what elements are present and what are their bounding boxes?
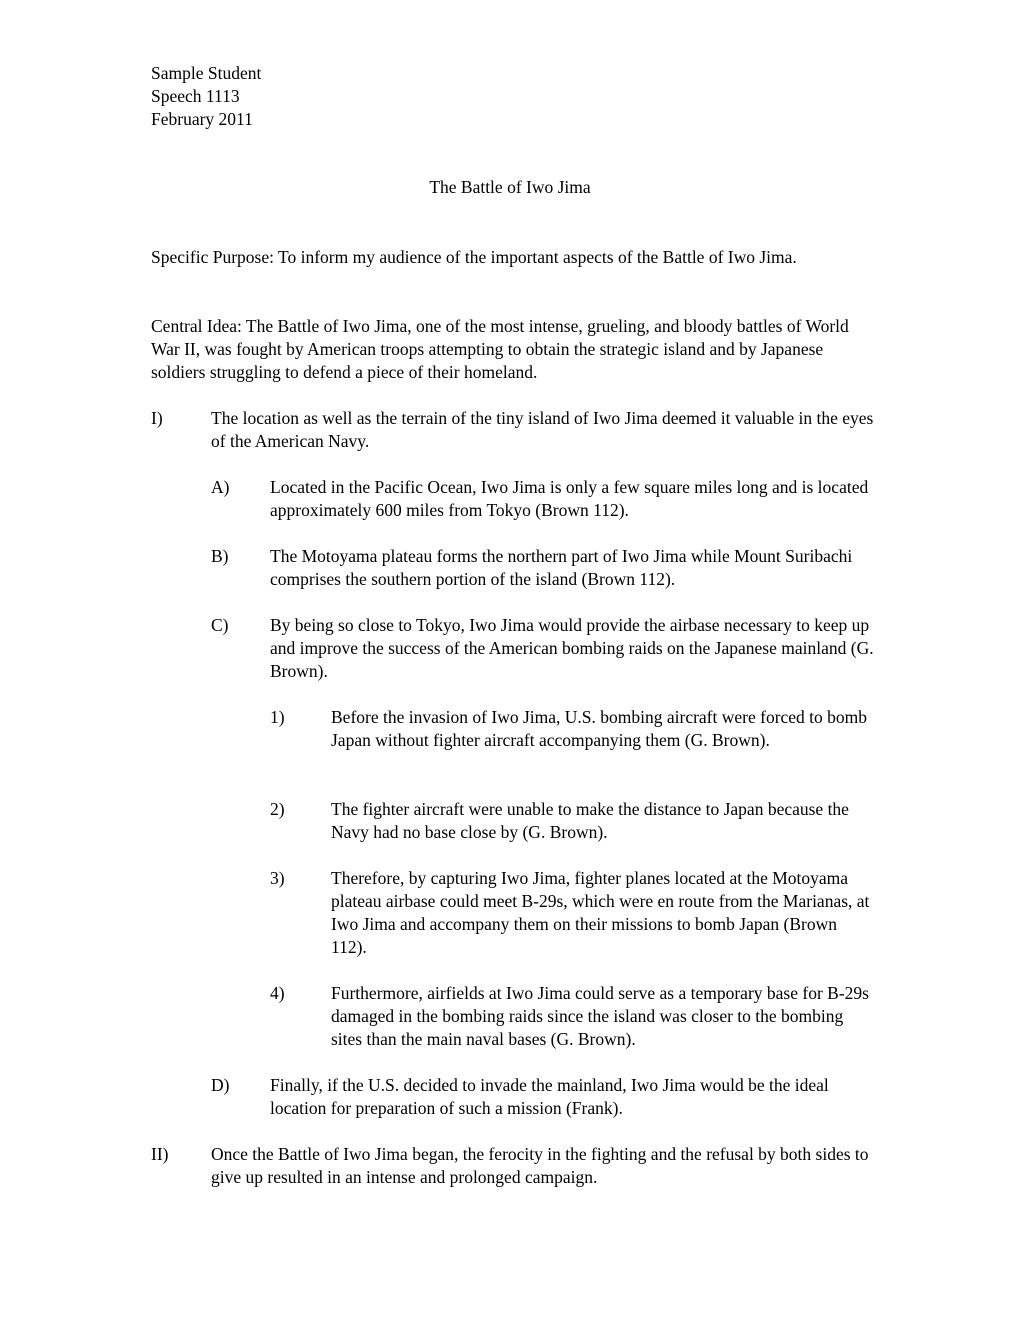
- outline-text: Before the invasion of Iwo Jima, U.S. bombing aircraft were forced to bomb Japan without fighter aircraft accompanying them (G. Brown).: [331, 707, 868, 750]
- course-name: Speech 1113: [151, 86, 240, 106]
- outline-label: C): [211, 615, 229, 635]
- outline-label: 4): [270, 983, 285, 1003]
- document-date: February 2011: [151, 109, 253, 129]
- outline-text: The location as well as the terrain of the tiny island of Iwo Jima deemed it valuable in the eyes of the American Navy.: [211, 408, 874, 451]
- outline-text: The Motoyama plateau forms the northern part of Iwo Jima while Mount Suribachi comprises the southern portion of the island (Brown 112).: [270, 546, 853, 589]
- specific-purpose: Specific Purpose: To inform my audience of the important aspects of the Battle of Iwo Jima.: [151, 247, 797, 267]
- document-title: The Battle of Iwo Jima: [429, 177, 591, 197]
- outline-text: Furthermore, airfields at Iwo Jima could serve as a temporary base for B-29s damaged in the bombing raids since the island was closer to the bombing sites than the main naval bases (G. Brown).: [331, 983, 869, 1049]
- outline-text: Located in the Pacific Ocean, Iwo Jima is only a few square miles long and is located approximately 600 miles from Tokyo (Brown 112).: [270, 477, 869, 520]
- outline-text: Finally, if the U.S. decided to invade the mainland, Iwo Jima would be the ideal location for preparation of such a mission (Frank).: [270, 1075, 829, 1118]
- outline-label: B): [211, 546, 229, 566]
- outline-label: D): [211, 1075, 230, 1095]
- central-idea: Central Idea: The Battle of Iwo Jima, one of the most intense, grueling, and bloody battles of World War II, was fought by American troops attempting to obtain the strategic island and by Japanese soldiers struggling to defend a piece of their homeland.: [151, 316, 849, 382]
- outline-label: 1): [270, 707, 285, 727]
- outline-text: The fighter aircraft were unable to make the distance to Japan because the Navy had no base close by (G. Brown).: [331, 799, 849, 842]
- outline-label: 3): [270, 868, 285, 888]
- outline-text: Therefore, by capturing Iwo Jima, fighter planes located at the Motoyama plateau airbase could meet B-29s, which were en route from the Marianas, at Iwo Jima and accompany them on their missions to bomb Japan (Brown 112).: [331, 868, 870, 957]
- outline-label: II): [151, 1144, 169, 1164]
- student-name: Sample Student: [151, 63, 262, 83]
- outline-label: A): [211, 477, 230, 497]
- outline-label: 2): [270, 799, 285, 819]
- outline-text: By being so close to Tokyo, Iwo Jima would provide the airbase necessary to keep up and improve the success of the American bombing raids on the Japanese mainland (G. Brown).: [270, 615, 874, 681]
- outline-label: I): [151, 408, 163, 428]
- outline-text: Once the Battle of Iwo Jima began, the ferocity in the fighting and the refusal by both sides to give up resulted in an intense and prolonged campaign.: [211, 1144, 869, 1187]
